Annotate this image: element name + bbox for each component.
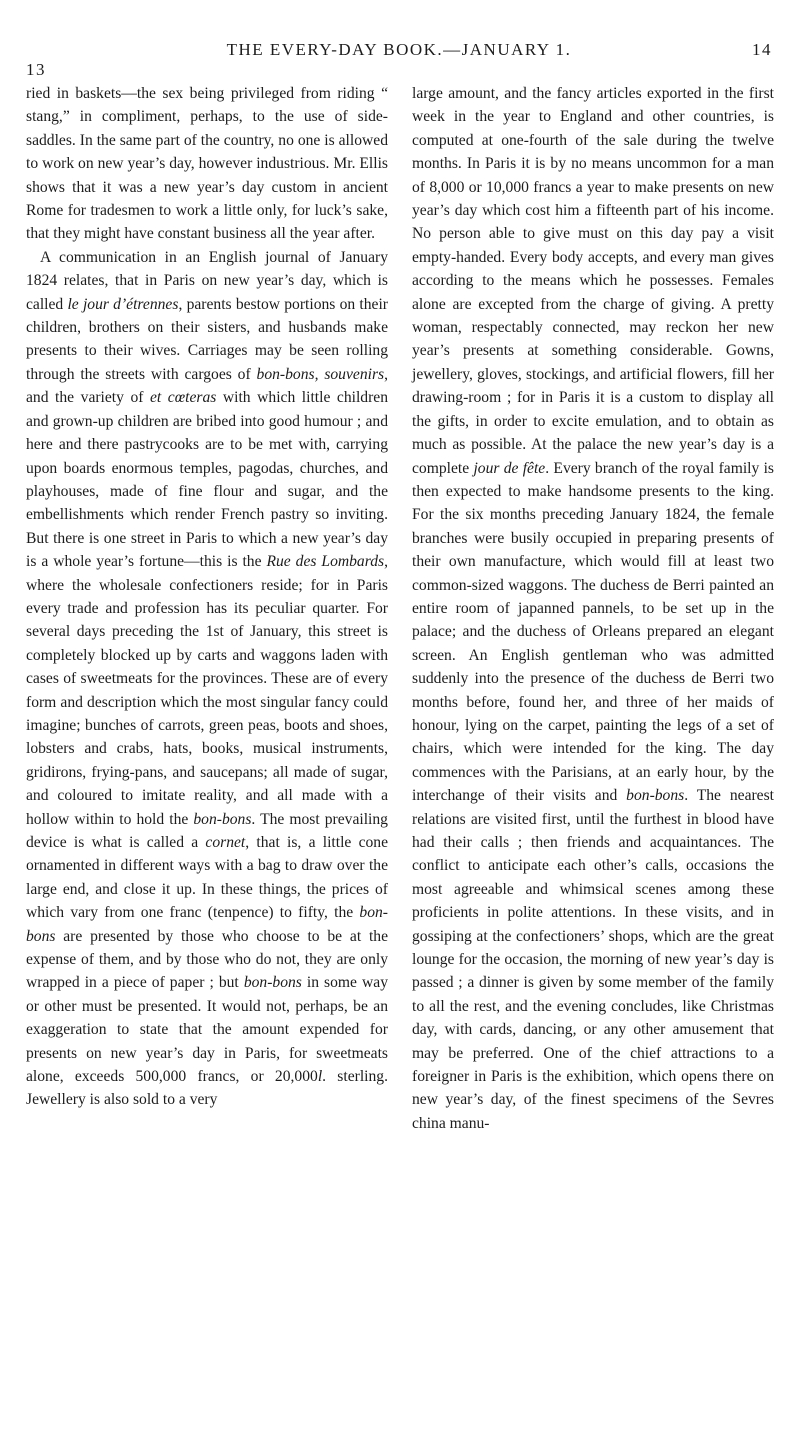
text-columns xyxy=(26,82,774,1135)
italic-text: bon-bons xyxy=(193,810,252,828)
italic-text: cornet xyxy=(205,834,246,851)
italic-text: bon-bons, souvenirs xyxy=(256,365,385,383)
running-title: THE EVERY-DAY BOOK.—JANUARY 1. xyxy=(226,40,572,59)
italic-text: le jour d’étrennes xyxy=(67,295,179,313)
italic-text: bon-bons xyxy=(26,904,388,945)
italic-text: l xyxy=(317,1068,323,1086)
italic-text: bon-bons xyxy=(243,974,302,992)
italic-text: Rue des Lombards xyxy=(266,553,385,571)
page-number-right: 14 xyxy=(752,40,772,59)
page-number-left: 13 xyxy=(26,60,46,79)
italic-text: bon-bons xyxy=(626,787,685,805)
paragraph: ried in baskets—the sex being privileged from riding “ stang,” in compliment, perhaps, to the use of side-saddles. In the same part of the country, no one is allowed to work on new year’s day, however industrious. Mr. Ellis shows that it was a new year’s day custom in ancient Rome for tradesmen to work a little only, for luck’s sake, that they might have constant business all the year after. xyxy=(26,85,388,243)
paragraph: large amount, and the fancy articles exported in the first week in the year to England and other countries, is computed at one-fourth of the sale during the twelve months. In Paris it is by no means uncommon for a man of 8,000 or 10,000 francs a year to make presents on new year’s day which cost him a fifteenth part of his income. No person able to give must on this day pay a visit empty-handed. Every body accepts, and every man gives according to the means which he possesses. Females alone are excepted from the charge of giving. A pretty woman, respectably connected, may reckon her new year’s presents at something considerable. Gowns, jewellery, gloves, stockings, and artificial flowers, fill her drawing-room ; for in Paris it is a custom to display all the gifts, in order to excite emulation, and to obtain as much as possible. At the palace the new year’s day is a complete jour de fête. Every branch of the royal family is then expected to make handsome presents to the king. For the six months preceding January 1824, the female branches were busily occupied in preparing presents of their own manufacture, which would fill at least two common-sized waggons. The duchess de Berri painted an entire room of japanned pannels, to be set up in the palace; and the duchess of Orleans prepared an elegant screen. An English gentleman who was admitted suddenly into the presence of the duchess de Berri two months before, found her, and three of her maids of honour, lying on the carpet, painting the legs of a set of chairs, which were intended for the king. The day commences with the Parisians, at an early hour, by the interchange of their visits and bon-bons. The nearest relations are visited first, until the furthest in blood have had their calls ; then friends and acquaintances. The conflict to anticipate each other’s calls, occasions the most agreeable and whimsical scenes among these proficients in polite attentions. In these visits, and in gossiping at the confectioners’ shops, which are the great lounge for the occasion, the morning of new year’s day is passed ; a dinner is given by some member of the family to all the rest, and the evening concludes, like Christmas day, with cards, dancing, or any other amusement that may be preferred. One of the chief attractions to a foreigner in Paris is the exhibition, which opens there on new year’s day, of the finest specimens of the Sevres china manu- xyxy=(412,85,775,1132)
paragraph: A communication in an English journal of January 1824 relates, that in Paris on new year’s day, which is called le jour d’étrennes, parents bestow portions on their children, brothers on their sisters, and husbands make presents to their wives. Carriages may be seen rolling through the streets with cargoes of bon-bons, souvenirs, and the variety of et cœteras with which little children and grown-up children are bribed into good humour ; and here and there pastrycooks are to be met with, carrying upon boards enormous temples, pagodas, churches, and playhouses, made of fine flour and sugar, and the embellishments which render French pastry so inviting. But there is one street in Paris to which a new year’s day is a whole year’s fortune—this is the Rue des Lombards, where the wholesale confectioners reside; for in Paris every trade and profession has its peculiar quarter. For several days preceding the 1st of January, this street is completely blocked up by carts and waggons laden with cases of sweetmeats for the provinces. These are of every form and description which the most singular fancy could imagine; bunches of carrots, green peas, boots and shoes, lobsters and crabs, hats, books, musical instruments, gridirons, frying-pans, and saucepans; all made of sugar, and coloured to imitate reality, and all made with a hollow within to hold the bon-bons. The most prevailing device is what is called a cornet, that is, a little cone ornamented in different ways with a bag to draw over the large end, and close it up. In these things, the prices of which vary from one franc (tenpence) to fifty, the bon-bons are presented by those who choose to be at the expense of them, and by those who do not, they are only wrapped in a piece of paper ; but bon-bons in some way or other must be presented. It would not, perhaps, be an exaggeration to state that the amount expended for presents on new year’s day in Paris, for sweetmeats alone, exceeds 500,000 francs, or 20,000l. sterling. Jewellery is also sold to a very xyxy=(26,248,389,1109)
right-column xyxy=(412,82,774,1135)
italic-text: et cœteras xyxy=(150,389,217,407)
running-header xyxy=(26,40,772,79)
italic-text: jour de fête xyxy=(473,459,546,477)
left-column xyxy=(26,82,388,1135)
